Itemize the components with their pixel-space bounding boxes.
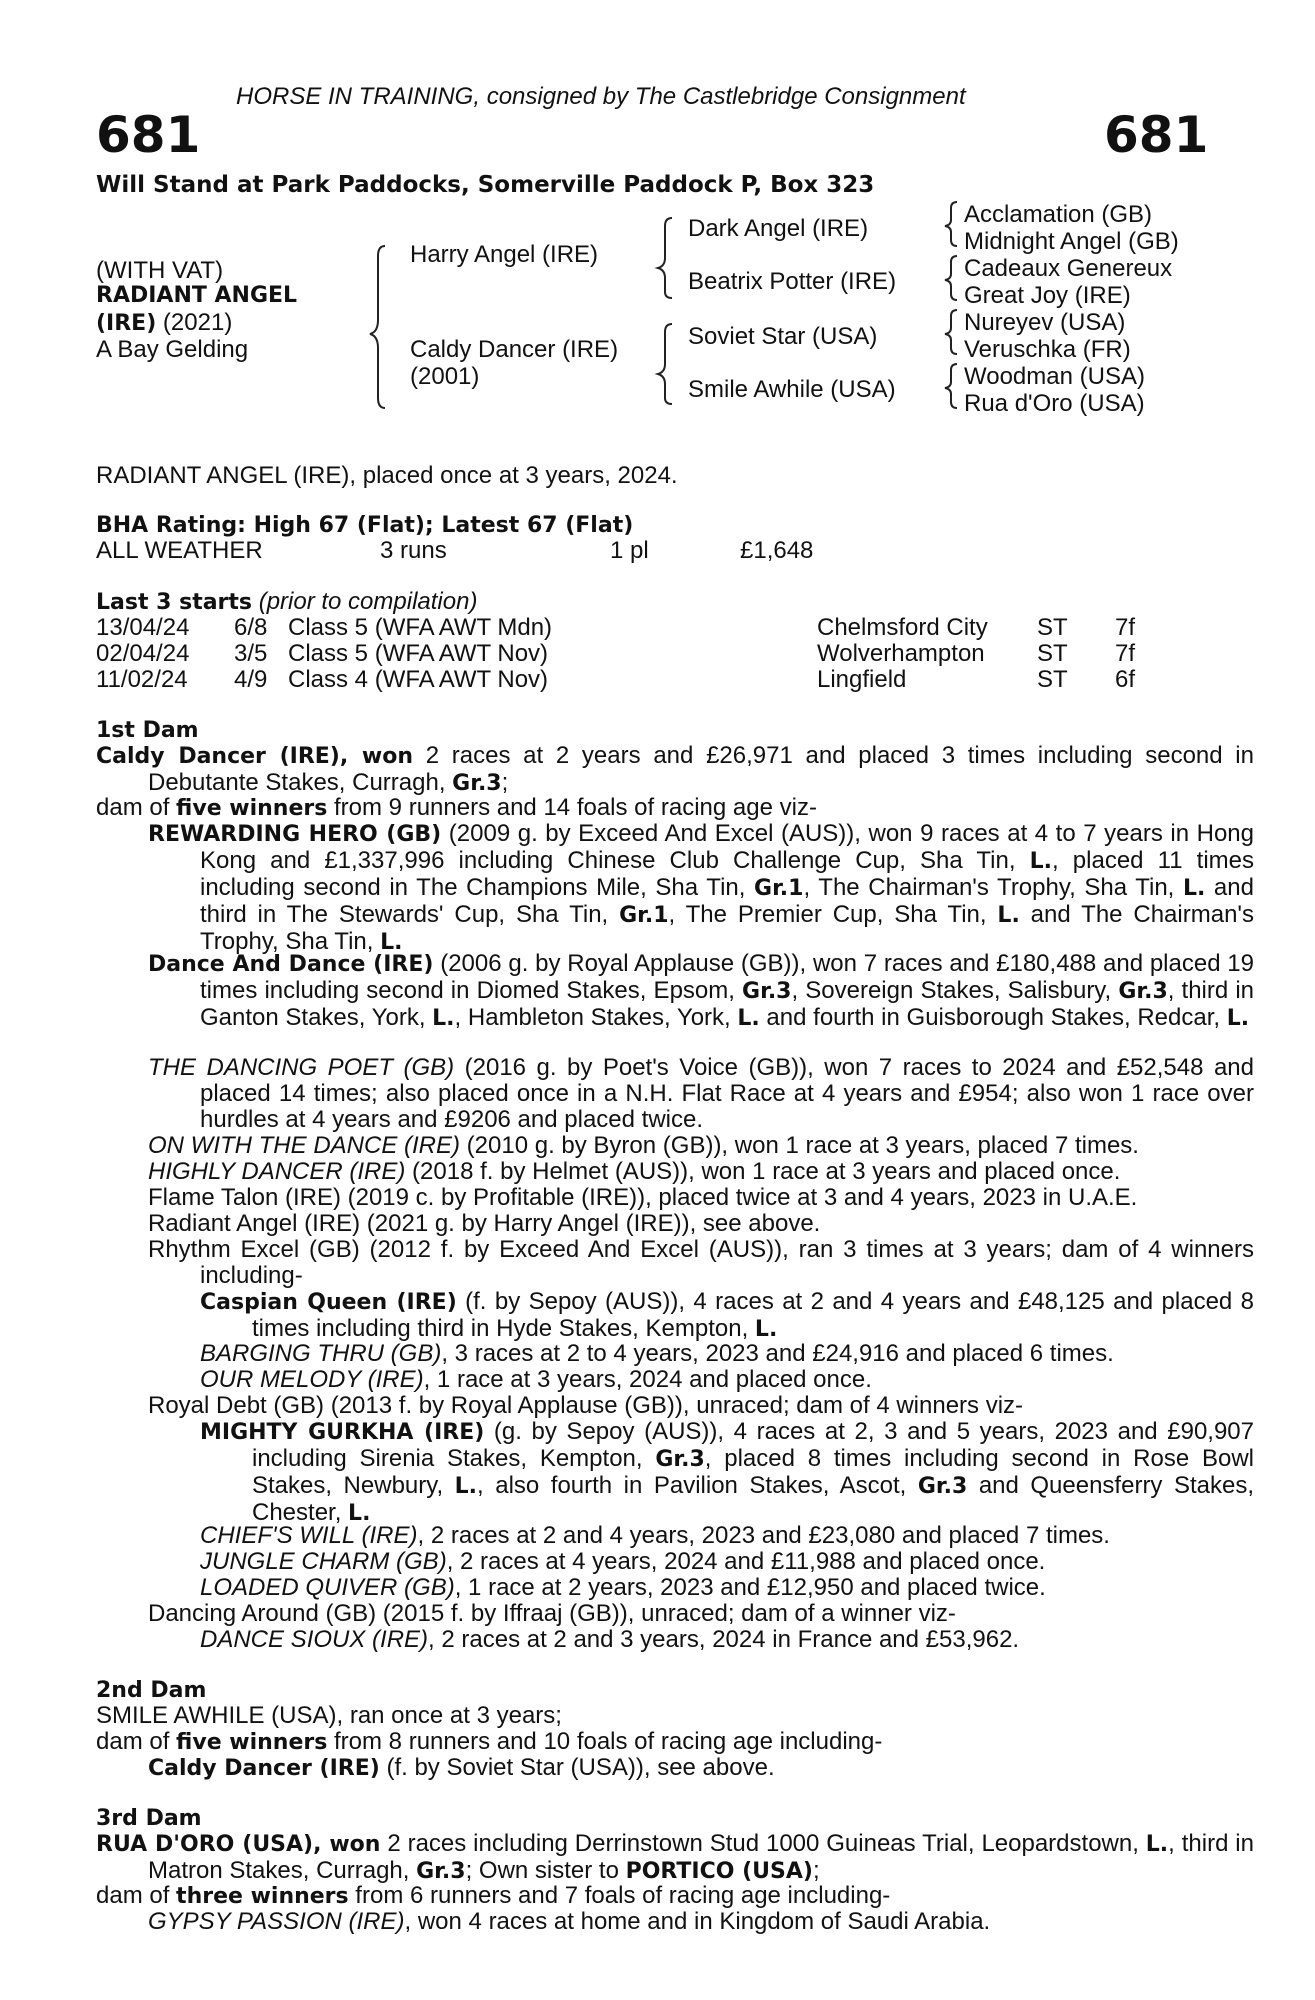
produce-radiant-angel: Radiant Angel (IRE) (2021 g. by Harry Angel (IRE)), see above.: [148, 1210, 821, 1237]
stand-location: Will Stand at Park Paddocks, Somerville Paddock P, Box 323: [96, 172, 875, 198]
dam2-produce-caldy-dancer: Caldy Dancer (IRE) (f. by Soviet Star (USA)), see above.: [148, 1754, 775, 1781]
horse-description: A Bay Gelding: [96, 336, 249, 363]
grandproduce-barging-thru: BARGING THRU (GB), 3 races at 2 to 4 years, 2023 and £24,916 and placed 6 times.: [200, 1340, 1114, 1367]
dam3-heading: 3rd Dam: [96, 1806, 202, 1831]
dam2-produce-summary: dam of five winners from 8 runners and 10 foals of racing age including-: [96, 1728, 883, 1755]
produce-dancing-around: Dancing Around (GB) (2015 f. by Iffraaj (GB)), unraced; dam of a winner viz-: [148, 1600, 956, 1627]
lot-number-left: 681: [96, 106, 201, 164]
start-pos: 3/5: [234, 640, 268, 667]
sire: Harry Angel (IRE): [410, 241, 599, 268]
grandproduce-our-melody: OUR MELODY (IRE), 1 race at 3 years, 2024 and placed once.: [200, 1366, 872, 1393]
dam-dam: Smile Awhile (USA): [688, 376, 896, 403]
sire-dam: Beatrix Potter (IRE): [688, 268, 897, 295]
lot-title: HORSE IN TRAINING, consigned by The Castlebridge Consignment: [236, 83, 966, 110]
grandproduce-mighty-gurkha: MIGHTY GURKHA (IRE) (g. by Sepoy (AUS)), 4 races at 2, 3 and 5 years, 2023 and £90,907 including Sirenia Stakes, Kempton, Gr.3, placed 8 times including second in Rose Bowl Stakes, Newbury, L., also fourth in Pavilion Stakes, Ascot, Gr.3 and Queensferry Stakes, Chester, L.: [200, 1418, 1254, 1526]
dam1-produce-summary: dam of five winners from 9 runners and 14 foals of racing age viz-: [96, 794, 817, 821]
start-date: 11/02/24: [96, 666, 188, 693]
rating-surface: ALL WEATHER: [96, 537, 263, 564]
start-race: Class 4 (WFA AWT Nov): [288, 666, 549, 693]
dam2-heading: 2nd Dam: [96, 1678, 207, 1703]
dam2-record: SMILE AWHILE (USA), ran once at 3 years;: [96, 1702, 562, 1729]
start-course: Lingfield: [817, 666, 907, 693]
dam1-record: Caldy Dancer (IRE), won 2 races at 2 years and £26,971 and placed 3 times including second in Debutante Stakes, Curragh, Gr.3;: [96, 742, 1254, 796]
grandproduce-chiefs-will: CHIEF'S WILL (IRE), 2 races at 2 and 4 years, 2023 and £23,080 and placed 7 times.: [200, 1522, 1110, 1549]
dam-sire: Soviet Star (USA): [688, 323, 878, 350]
start-surface: ST: [1037, 640, 1068, 667]
rating-placed: 1 pl: [610, 537, 649, 564]
produce-flame-talon: Flame Talon (IRE) (2019 c. by Profitable (IRE)), placed twice at 3 and 4 years, 2023 in U.A.E.: [148, 1184, 1138, 1211]
ggp-3: Cadeaux Genereux: [964, 255, 1173, 282]
rating-earnings: £1,648: [740, 537, 814, 564]
start-dist: 6f: [1115, 666, 1136, 693]
ggp-4: Great Joy (IRE): [964, 282, 1131, 309]
ggp-1: Acclamation (GB): [964, 201, 1153, 228]
start-race: Class 5 (WFA AWT Mdn): [288, 614, 553, 641]
horse-name: RADIANT ANGEL: [96, 283, 298, 308]
ggp-2: Midnight Angel (GB): [964, 228, 1179, 255]
last-starts-heading: Last 3 starts (prior to compilation): [96, 588, 478, 615]
start-dist: 7f: [1115, 640, 1136, 667]
dam: Caldy Dancer (IRE): [410, 336, 619, 363]
produce-rewarding-hero: REWARDING HERO (GB) (2009 g. by Exceed And Excel (AUS)), won 9 races at 4 to 7 years in Hong Kong and £1,337,996 including Chinese Club Challenge Cup, Sha Tin, L., placed 11 times including second in The Champions Mile, Sha Tin, Gr.1, The Chairman's Trophy, Sha Tin, L. and third in The Stewards' Cup, Sha Tin, Gr.1, The Premier Cup, Sha Tin, L. and The Chairman's Trophy, Sha Tin, L.: [148, 820, 1255, 955]
start-pos: 6/8: [234, 614, 268, 641]
start-date: 13/04/24: [96, 614, 190, 641]
grandproduce-caspian-queen: Caspian Queen (IRE) (f. by Sepoy (AUS)), 4 races at 2 and 4 years and £48,125 and placed 8 times including third in Hyde Stakes, Kempton, L.: [200, 1288, 1254, 1342]
start-surface: ST: [1037, 666, 1068, 693]
start-race: Class 5 (WFA AWT Nov): [288, 640, 549, 667]
start-dist: 7f: [1115, 614, 1136, 641]
dam1-heading: 1st Dam: [96, 718, 199, 743]
grandproduce-loaded-quiver: LOADED QUIVER (GB), 1 race at 2 years, 2023 and £12,950 and placed twice.: [200, 1574, 1046, 1601]
ggp-5: Nureyev (USA): [964, 309, 1126, 336]
ggp-7: Woodman (USA): [964, 363, 1145, 390]
horse-country-year: (IRE) (2021): [96, 309, 233, 336]
grandproduce-jungle-charm: JUNGLE CHARM (GB), 2 races at 4 years, 2024 and £11,988 and placed once.: [200, 1548, 1046, 1575]
ggp-8: Rua d'Oro (USA): [964, 390, 1145, 417]
dam-year: (2001): [410, 363, 480, 390]
start-surface: ST: [1037, 614, 1068, 641]
start-date: 02/04/24: [96, 640, 190, 667]
produce-dance-and-dance: Dance And Dance (IRE) (2006 g. by Royal Applause (GB)), won 7 races and £180,488 and placed 19 times including second in Diomed Stakes, Epsom, Gr.3, Sovereign Stakes, Salisbury, Gr.3, third in Ganton Stakes, York, L., Hambleton Stakes, York, L. and fourth in Guisborough Stakes, Redcar, L.: [148, 950, 1255, 1031]
dam3-produce-summary: dam of three winners from 6 runners and 7 foals of racing age including-: [96, 1882, 891, 1909]
produce-rhythm-excel: Rhythm Excel (GB) (2012 f. by Exceed And Excel (AUS)), ran 3 times at 3 years; dam of 4 winners including-: [148, 1236, 1254, 1289]
produce-highly-dancer: HIGHLY DANCER (IRE) (2018 f. by Helmet (AUS)), won 1 race at 3 years and placed once.: [148, 1158, 1121, 1185]
start-course: Wolverhampton: [817, 640, 985, 667]
dam3-produce-gypsy-passion: GYPSY PASSION (IRE), won 4 races at home and in Kingdom of Saudi Arabia.: [148, 1908, 991, 1935]
sire-sire: Dark Angel (IRE): [688, 215, 869, 242]
ggp-6: Veruschka (FR): [964, 336, 1131, 363]
start-pos: 4/9: [234, 666, 268, 693]
rating-runs: 3 runs: [380, 537, 447, 564]
rating-heading: BHA Rating: High 67 (Flat); Latest 67 (Flat): [96, 513, 634, 538]
summary: RADIANT ANGEL (IRE), placed once at 3 years, 2024.: [96, 462, 678, 489]
produce-royal-debt: Royal Debt (GB) (2013 f. by Royal Applause (GB)), unraced; dam of 4 winners viz-: [148, 1392, 1024, 1419]
start-course: Chelmsford City: [817, 614, 988, 641]
produce-on-with-the-dance: ON WITH THE DANCE (IRE) (2010 g. by Byron (GB)), won 1 race at 3 years, placed 7 times.: [148, 1132, 1139, 1159]
dam3-record: RUA D'ORO (USA), won 2 races including Derrinstown Stud 1000 Guineas Trial, Leopardstown, L., third in Matron Stakes, Curragh, Gr.3; Own sister to PORTICO (USA);: [96, 1830, 1254, 1884]
produce-the-dancing-poet: THE DANCING POET (GB) (2016 g. by Poet's Voice (GB)), won 7 races to 2024 and £52,548 and placed 14 times; also placed once in a N.H. Flat Race at 4 years and £954; also won 1 race over hurdles at 4 years and £9206 and placed twice.: [148, 1054, 1254, 1133]
grandproduce-dance-sioux: DANCE SIOUX (IRE), 2 races at 2 and 3 years, 2024 in France and £53,962.: [200, 1626, 1020, 1653]
vat-note: (WITH VAT): [96, 257, 224, 284]
lot-number-right: 681: [1104, 106, 1209, 164]
